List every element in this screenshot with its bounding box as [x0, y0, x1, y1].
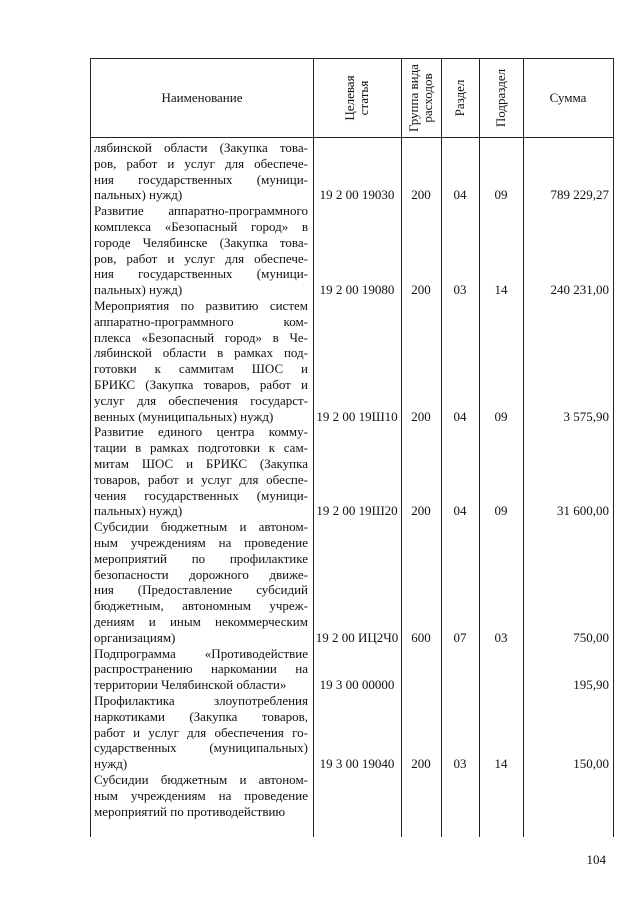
header-group: Группа вида расходов [405, 64, 435, 132]
header-group-cell [401, 59, 441, 137]
row-section: 03 [453, 282, 467, 298]
row-sum: 195,90 [573, 677, 609, 693]
row-name [94, 424, 308, 519]
row-name-line: безопасности дорожного движе- [94, 566, 308, 582]
row-code: 19 2 00 19Ш10 [316, 408, 398, 424]
header-subsection-cell [479, 59, 523, 137]
row-sum: 240 231,00 [550, 282, 609, 298]
row-name [94, 693, 308, 772]
row-name-line: Субсидии бюджетным и автоном- [94, 772, 308, 787]
row-name-line: работ и услуг для обеспечения го- [94, 724, 308, 740]
row-name-line: ным учреждениям на проведение [94, 534, 308, 550]
row-name-line: дениям и иным некоммерческим [94, 613, 308, 629]
header-section: Раздел [451, 79, 467, 117]
budget-table [90, 58, 614, 837]
row-name [94, 519, 308, 645]
row-name-line: распространению наркомании на [94, 661, 308, 677]
row-subsection: 09 [494, 187, 508, 203]
row-name-line: Мероприятия по развитию систем [94, 298, 308, 313]
row-name-line: венных (муниципальных) нужд) [94, 408, 274, 424]
table-row [91, 140, 613, 203]
row-name [94, 140, 308, 203]
row-name [94, 772, 308, 819]
row-sum: 3 575,90 [563, 408, 609, 424]
row-subsection: 14 [494, 756, 508, 772]
table-row [91, 693, 613, 772]
row-section: 04 [453, 187, 467, 203]
table-row [91, 772, 613, 819]
table-row [91, 298, 613, 424]
row-group: 200 [411, 408, 431, 424]
row-name-line: ров, работ и услуг для обеспече- [94, 250, 308, 266]
row-code: 19 2 00 ИЦ2Ч0 [315, 629, 399, 645]
row-section: 04 [453, 503, 467, 519]
row-name-line: готовки к саммитам ШОС и [94, 361, 308, 377]
header-name: Наименование [161, 90, 243, 105]
row-name-line: товаров, работ и услуг для обеспе- [94, 471, 308, 487]
row-subsection: 09 [494, 503, 508, 519]
row-sum: 31 600,00 [557, 503, 609, 519]
table-row [91, 646, 613, 693]
row-name-line: комплекса «Безопасный город» в [94, 218, 308, 234]
row-name [94, 298, 308, 424]
row-name-line: ния государственных (муници- [94, 266, 308, 282]
row-name-line: Подпрограмма «Противодействие [94, 645, 308, 661]
row-name-line: организациям) [94, 629, 176, 645]
row-section: 03 [453, 756, 467, 772]
row-name-line: лябинской области (Закупка това- [94, 140, 308, 155]
table-row [91, 203, 613, 298]
row-subsection: 09 [494, 408, 508, 424]
row-name-line: пальных) нужд) [94, 282, 183, 298]
row-name-line: митам ШОС и БРИКС (Закупка [94, 455, 308, 471]
row-group: 200 [411, 282, 431, 298]
row-name-line: сударственных (муниципальных) [94, 740, 308, 756]
header-sum: Сумма [549, 90, 587, 105]
header-divider [91, 137, 613, 138]
row-name-line: территории Челябинской области» [94, 677, 287, 693]
row-name-line: Профилактика злоупотребления [94, 693, 308, 708]
row-code: 19 3 00 19040 [319, 756, 395, 772]
table-row [91, 519, 613, 645]
row-sum: 150,00 [573, 756, 609, 772]
row-section: 07 [453, 629, 467, 645]
row-name-line: мероприятий по профилактике [94, 550, 308, 566]
row-name-line: пальных) нужд) [94, 503, 183, 519]
row-name-line: ния (Предоставление субсидий [94, 582, 308, 598]
row-name [94, 646, 308, 693]
row-subsection: 03 [494, 629, 508, 645]
row-sum: 750,00 [573, 629, 609, 645]
row-code: 19 3 00 00000 [319, 677, 395, 693]
header-code: Целевая статья [341, 75, 371, 121]
row-name-line: бюджетным, автономным учреж- [94, 598, 308, 614]
row-name [94, 203, 308, 298]
row-name-line: Развитие единого центра комму- [94, 424, 308, 440]
row-name-line: ным учреждениям на проведение [94, 787, 308, 803]
table-row [91, 424, 613, 519]
row-name-line: лябинской области в рамках под- [94, 345, 308, 361]
row-name-line: городе Челябинске (Закупка това- [94, 234, 308, 250]
row-section: 04 [453, 408, 467, 424]
header-section-cell [441, 59, 479, 137]
row-name-line: ров, работ и услуг для обеспече- [94, 155, 308, 171]
row-name-line: ния государственных (муници- [94, 171, 308, 187]
row-name-line: наркотиками (Закупка товаров, [94, 708, 308, 724]
row-group: 200 [411, 503, 431, 519]
row-code: 19 2 00 19080 [319, 282, 395, 298]
row-name-line: мероприятий по противодействию [94, 803, 286, 819]
row-name-line: Субсидии бюджетным и автоном- [94, 519, 308, 535]
row-name-line: Развитие аппаратно-программного [94, 203, 308, 219]
row-code: 19 2 00 19030 [319, 187, 395, 203]
row-name-line: услуг для обеспечения государст- [94, 392, 308, 408]
row-name-line: нужд) [94, 756, 128, 772]
row-group: 600 [411, 629, 431, 645]
row-group: 200 [411, 187, 431, 203]
row-name-line: чения государственных (муници- [94, 487, 308, 503]
row-subsection: 14 [494, 282, 508, 298]
row-name-line: тации в рамках подготовки к сам- [94, 440, 308, 456]
header-subsection: Подраздел [492, 68, 508, 128]
row-name-line: аппаратно-программного ком- [94, 313, 308, 329]
page-number: 104 [586, 852, 606, 867]
row-name-line: БРИКС (Закупка товаров, работ и [94, 376, 308, 392]
row-group: 200 [411, 756, 431, 772]
row-code: 19 2 00 19Ш20 [316, 503, 398, 519]
header-code-cell [313, 59, 401, 137]
row-sum: 789 229,27 [550, 187, 609, 203]
row-name-line: плекса «Безопасный город» в Че- [94, 329, 308, 345]
row-name-line: пальных) нужд) [94, 187, 183, 203]
